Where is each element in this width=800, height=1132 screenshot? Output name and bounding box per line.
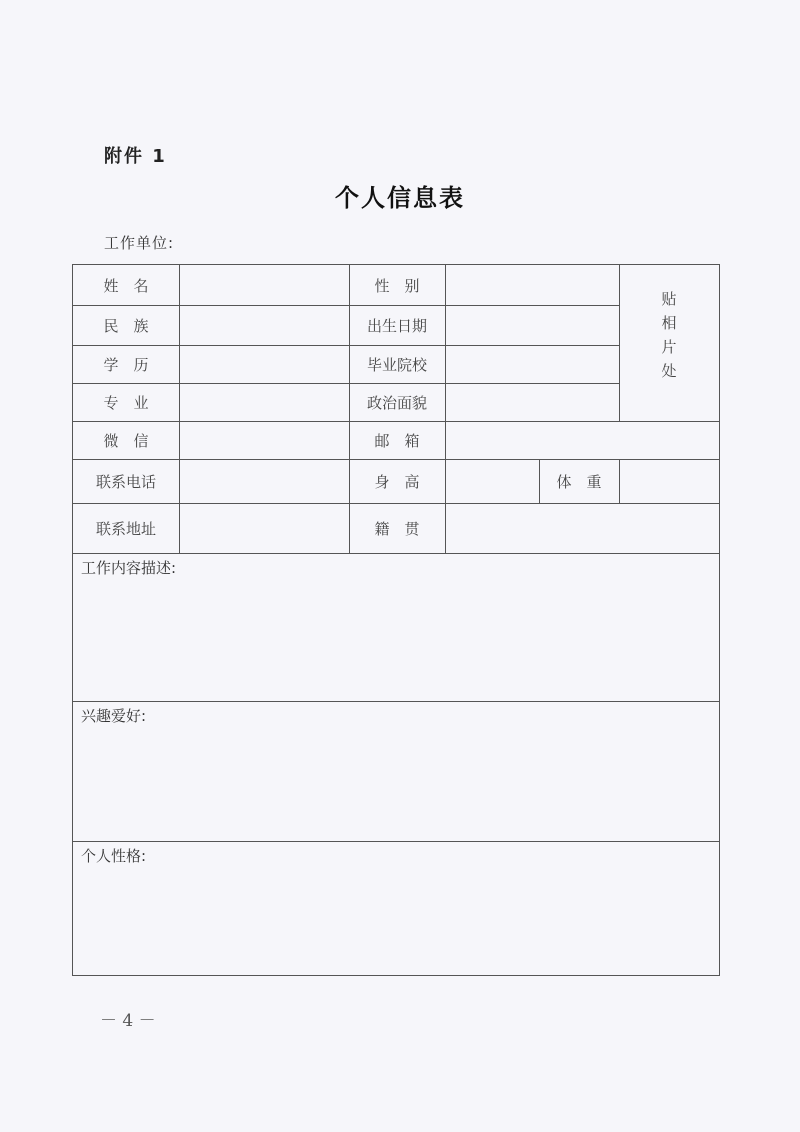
height-label: 身 高: [374, 472, 420, 491]
political-status-label: 政治面貌: [366, 393, 427, 412]
work-unit-label: 工作单位:: [104, 234, 175, 252]
page-title: 个人信息表: [335, 184, 465, 212]
native-place-label: 籍 贯: [374, 519, 420, 538]
page-number: － 4 －: [100, 1011, 156, 1031]
name-label: 姓 名: [103, 276, 149, 295]
education-label: 学 历: [103, 355, 149, 374]
ethnicity-label: 民 族: [103, 316, 149, 335]
personality-label: 个人性格:: [81, 847, 147, 865]
email-label: 邮 箱: [374, 431, 420, 450]
photo-char: 片: [661, 338, 677, 356]
school-label: 毕业院校: [366, 355, 427, 374]
photo-char: 贴: [661, 290, 677, 308]
column-divider: [179, 265, 180, 553]
major-label: 专 业: [103, 393, 149, 412]
photo-placeholder: [619, 287, 719, 407]
work-description-label: 工作内容描述:: [81, 559, 177, 577]
weight-label: 体 重: [556, 472, 602, 491]
row-divider: [73, 841, 719, 842]
attachment-label: 附件 1: [104, 146, 167, 167]
phone-label: 联系电话: [95, 472, 156, 491]
column-divider: [445, 265, 446, 553]
personal-info-form: [72, 264, 720, 976]
photo-char: 相: [661, 314, 677, 332]
row-divider: [73, 701, 719, 702]
address-label: 联系地址: [95, 519, 156, 538]
wechat-label: 微 信: [103, 431, 149, 450]
hobbies-label: 兴趣爱好:: [81, 707, 147, 725]
gender-label: 性 别: [374, 276, 420, 295]
row-divider: [73, 553, 719, 554]
column-divider: [619, 459, 620, 503]
birth-date-label: 出生日期: [366, 316, 427, 335]
photo-char: 处: [661, 362, 677, 380]
